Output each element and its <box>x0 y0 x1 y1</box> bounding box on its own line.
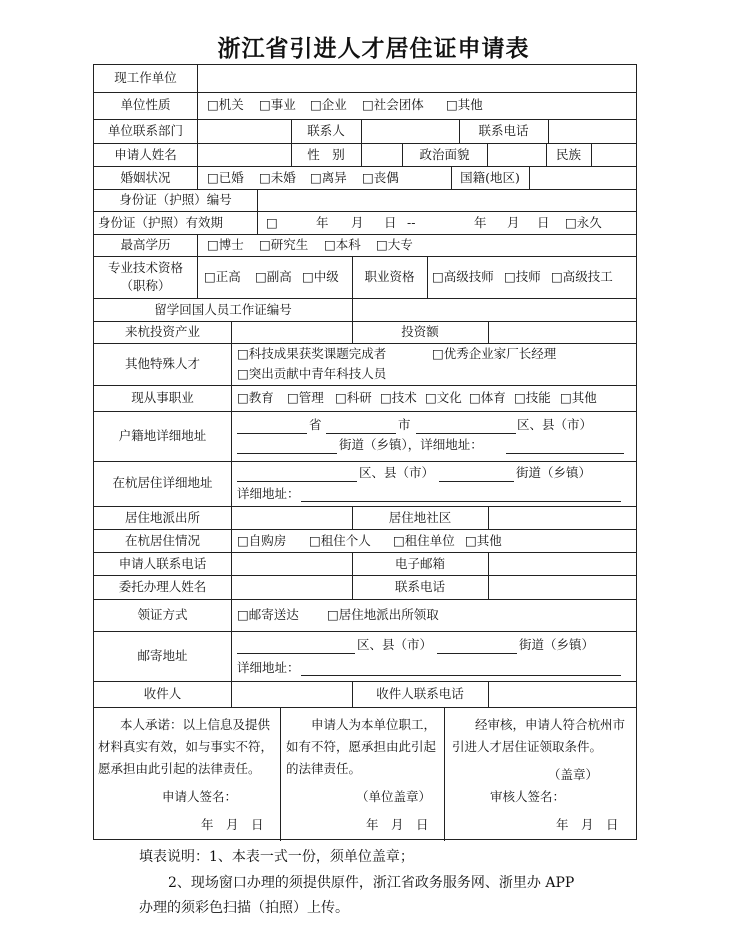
row-line <box>94 385 636 386</box>
work-unit-field[interactable] <box>198 66 636 91</box>
living-option-rent-individual[interactable]: □租住个人 <box>309 533 371 548</box>
table-grid-line <box>444 707 445 841</box>
education-option-graduate[interactable]: □研究生 <box>259 237 309 252</box>
table-grid-line <box>280 707 281 841</box>
unit-dept-field[interactable] <box>198 120 290 142</box>
table-grid-line <box>197 234 198 256</box>
mail-street-suffix: 街道（乡镇） <box>519 637 595 652</box>
reviewer-signature-field[interactable] <box>564 785 634 809</box>
hz-district-suffix: 区、县（市） <box>359 465 435 480</box>
agent-name-label: 委托办理人姓名 <box>118 579 207 594</box>
hukou-address-field[interactable] <box>232 412 636 460</box>
review-date: 年 月 日 <box>556 817 619 832</box>
mailing-address-label: 邮寄地址 <box>137 648 188 663</box>
occupation-option-culture[interactable]: □文化 <box>425 390 462 405</box>
mail-district-suffix: 区、县（市） <box>357 637 433 652</box>
applicant-name-field[interactable] <box>198 144 290 165</box>
marital-option-divorced[interactable]: □离异 <box>310 170 347 185</box>
applicant-declaration-line: 材料真实有效，如与事实不符， <box>98 739 274 754</box>
occupation-option-education[interactable]: □教育 <box>237 390 274 405</box>
id-validity-checkbox[interactable]: □ <box>266 215 278 230</box>
applicant-declaration-line: 本人承诺：以上信息及提供 <box>120 717 271 732</box>
table-grid-line <box>257 211 258 234</box>
applicant-phone-label: 申请人联系电话 <box>118 556 207 571</box>
special-option-entrepreneur[interactable]: □优秀企业家厂长经理 <box>432 346 557 361</box>
table-grid-line <box>231 599 232 631</box>
validity-end-year: 年 <box>474 215 487 230</box>
applicant-name-label: 申请人姓名 <box>114 147 177 162</box>
investment-amount-field[interactable] <box>489 322 636 342</box>
nationality-field[interactable] <box>530 167 636 188</box>
living-situation-label: 在杭居住情况 <box>124 533 200 548</box>
unit-nature-option-institution[interactable]: □事业 <box>259 97 296 112</box>
occupation-option-sports[interactable]: □体育 <box>469 390 506 405</box>
living-option-other[interactable]: □其他 <box>465 533 502 548</box>
agent-name-field[interactable] <box>232 576 351 598</box>
hukou-street-suffix: 街道（乡镇），详细地址： <box>339 437 483 452</box>
contact-phone-label: 联系电话 <box>478 123 529 138</box>
table-grid-line <box>231 529 232 552</box>
row-line <box>94 234 636 235</box>
pickup-method-label: 领证方式 <box>137 607 188 622</box>
unit-nature-option-government[interactable]: □机关 <box>207 97 244 112</box>
table-grid-line <box>197 92 198 119</box>
review-declaration-line: 引进人才居住证领取条件。 <box>452 739 603 754</box>
police-station-label: 居住地派出所 <box>124 510 200 525</box>
education-option-phd[interactable]: □博士 <box>207 237 244 252</box>
job-qual-option-senior-worker[interactable]: □高级技工 <box>551 269 613 284</box>
validity-end-day: 日 <box>537 215 550 230</box>
tech-qual-option-intermediate[interactable]: □中级 <box>302 269 339 284</box>
tech-qual-sub-label: （职称） <box>120 278 171 293</box>
nationality-label: 国籍(地区) <box>460 170 520 185</box>
unit-nature-option-social-group[interactable]: □社会团体 <box>362 97 424 112</box>
returnee-cert-field[interactable] <box>353 299 636 320</box>
validity-dash: -- <box>407 215 416 230</box>
tech-qual-option-senior[interactable]: □正高 <box>204 269 241 284</box>
unit-nature-option-enterprise[interactable]: □企业 <box>310 97 347 112</box>
mail-detail-label: 详细地址： <box>237 660 300 675</box>
unit-declaration-line: 如有不符，愿承担由此引起 <box>286 739 437 754</box>
applicant-signature-label: 申请人签名： <box>162 789 238 804</box>
marital-option-widowed[interactable]: □丧偶 <box>362 170 399 185</box>
table-grid-line <box>427 256 428 298</box>
returnee-cert-label: 留学回国人员工作证编号 <box>154 302 292 317</box>
hukou-city-suffix: 市 <box>398 417 411 432</box>
table-grid-line <box>197 256 198 298</box>
special-option-young-scientist[interactable]: □突出贡献中青年科技人员 <box>237 366 387 381</box>
political-status-field[interactable] <box>488 144 545 165</box>
community-label: 居住地社区 <box>388 510 452 525</box>
investment-amount-label: 投资额 <box>401 324 439 339</box>
applicant-phone-field[interactable] <box>232 553 351 574</box>
investment-industry-field[interactable] <box>232 322 351 342</box>
contact-phone-field[interactable] <box>549 120 636 142</box>
marital-status-label: 婚姻状况 <box>120 170 171 185</box>
validity-end-month: 月 <box>507 215 520 230</box>
validity-permanent-checkbox[interactable]: □永久 <box>565 215 602 230</box>
unit-nature-option-other[interactable]: □其他 <box>446 97 483 112</box>
job-qual-label: 职业资格 <box>364 269 415 284</box>
special-option-award-project[interactable]: □科技成果获奖课题完成者 <box>237 346 387 361</box>
row-line <box>94 92 636 93</box>
unit-seal-label: （单位盖章） <box>356 789 432 804</box>
review-seal-label: （盖章） <box>548 767 599 782</box>
form-title: 浙江省引进人才居住证申请表 <box>217 36 530 62</box>
hukou-district-suffix: 区、县（市） <box>517 417 593 432</box>
reviewer-signature-label: 审核人签名： <box>490 789 566 804</box>
unit-nature-label: 单位性质 <box>120 97 171 112</box>
education-option-bachelor[interactable]: □本科 <box>324 237 361 252</box>
special-talent-label: 其他特殊人才 <box>124 356 200 371</box>
hukou-address-label: 户籍地详细地址 <box>118 428 207 443</box>
id-number-label: 身份证（护照）编号 <box>119 192 232 207</box>
hangzhou-address-label: 在杭居住详细地址 <box>112 475 213 490</box>
living-option-rent-unit[interactable]: □租住单位 <box>393 533 455 548</box>
recipient-phone-field[interactable] <box>489 682 636 706</box>
filling-note-3: 办理的须彩色扫描（拍照）上传。 <box>139 900 349 916</box>
education-option-college[interactable]: □大专 <box>376 237 413 252</box>
hz-street-suffix: 街道（乡镇） <box>516 465 592 480</box>
police-station-field[interactable] <box>232 507 351 528</box>
validity-start-year: 年 <box>316 215 329 230</box>
agent-phone-label: 联系电话 <box>394 579 445 594</box>
contact-field[interactable] <box>362 120 458 142</box>
unit-seal-date: 年 月 日 <box>366 817 429 832</box>
pickup-option-police-station[interactable]: □居住地派出所领取 <box>327 607 439 622</box>
table-grid-line <box>231 385 232 411</box>
id-validity-label: 身份证（护照）有效期 <box>98 215 224 230</box>
email-label: 电子邮箱 <box>394 556 445 571</box>
filling-note-1: 填表说明：1、本表一式一份，须单位盖章； <box>139 849 414 865</box>
hangzhou-address-field[interactable] <box>232 462 636 505</box>
applicant-signature-date: 年 月 日 <box>201 817 264 832</box>
row-line <box>94 256 636 257</box>
table-grid-line <box>231 343 232 385</box>
tech-qual-label: 专业技术资格 <box>107 260 183 275</box>
occupation-option-skills[interactable]: □技能 <box>514 390 551 405</box>
recipient-phone-label: 收件人联系电话 <box>376 686 464 701</box>
review-declaration-line: 经审核，申请人符合杭州市 <box>475 717 626 732</box>
gender-label: 性 别 <box>307 147 345 162</box>
gender-field[interactable] <box>362 144 401 165</box>
row-line <box>94 599 636 600</box>
marital-option-married[interactable]: □已婚 <box>207 170 244 185</box>
table-grid-line <box>197 166 198 189</box>
tech-qual-option-associate[interactable]: □副高 <box>255 269 292 284</box>
contact-label: 联系人 <box>307 123 345 138</box>
recipient-label: 收件人 <box>143 686 182 701</box>
agent-phone-field[interactable] <box>489 576 636 598</box>
applicant-declaration-line: 愿承担由此引起的法律责任。 <box>98 761 261 776</box>
hz-detail-label: 详细地址： <box>237 486 300 501</box>
mailing-address-field[interactable] <box>232 632 636 680</box>
row-line <box>94 211 636 212</box>
row-line <box>94 343 636 344</box>
hukou-province-suffix: 省 <box>309 417 322 432</box>
unit-declaration-line: 申请人为本单位职工， <box>311 717 437 732</box>
pickup-option-mail[interactable]: □邮寄送达 <box>237 607 299 622</box>
row-line <box>94 707 636 708</box>
form-table <box>93 64 637 840</box>
community-field[interactable] <box>489 507 636 528</box>
validity-start-day: 日 <box>384 215 397 230</box>
work-unit-label: 现工作单位 <box>114 70 177 85</box>
unit-dept-label: 单位联系部门 <box>107 123 183 138</box>
job-qual-option-senior-technician[interactable]: □高级技师 <box>432 269 494 284</box>
applicant-signature-field[interactable] <box>232 785 278 809</box>
filling-note-2: 2、现场窗口办理的须提供原件，浙江省政务服务网、浙里办 APP <box>168 875 575 891</box>
occupation-option-research[interactable]: □科研 <box>335 390 372 405</box>
recipient-field[interactable] <box>232 682 351 706</box>
political-status-label: 政治面貌 <box>419 147 470 162</box>
living-option-own-house[interactable]: □自购房 <box>237 533 287 548</box>
occupation-option-management[interactable]: □管理 <box>287 390 324 405</box>
id-number-field[interactable] <box>258 190 636 210</box>
occupation-option-technology[interactable]: □技术 <box>380 390 417 405</box>
email-field[interactable] <box>489 553 636 574</box>
job-qual-option-technician[interactable]: □技师 <box>504 269 541 284</box>
marital-option-unmarried[interactable]: □未婚 <box>259 170 296 185</box>
row-line <box>94 529 636 530</box>
ethnicity-label: 民族 <box>555 147 581 162</box>
occupation-label: 现从事职业 <box>131 390 194 405</box>
validity-start-month: 月 <box>351 215 364 230</box>
ethnicity-field[interactable] <box>592 144 636 165</box>
unit-declaration-line: 的法律责任。 <box>286 761 362 776</box>
investment-industry-label: 来杭投资产业 <box>124 324 200 339</box>
occupation-option-other[interactable]: □其他 <box>560 390 597 405</box>
education-label: 最高学历 <box>120 237 171 252</box>
